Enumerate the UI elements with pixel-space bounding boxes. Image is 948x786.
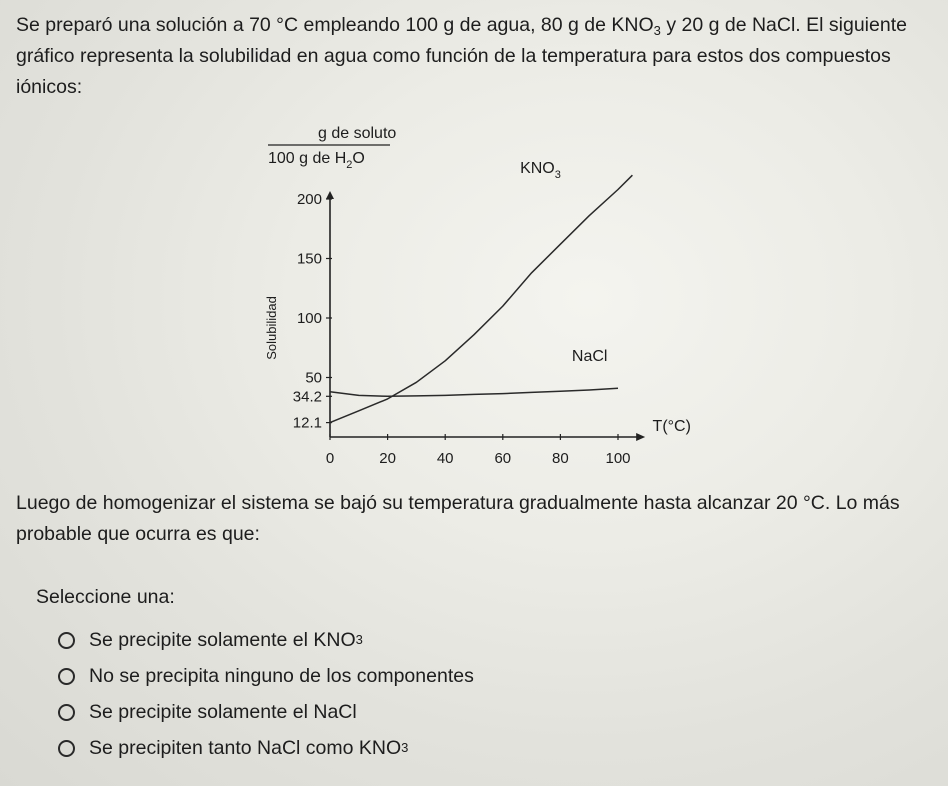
subscript: 3: [554, 168, 561, 181]
series-label-kno3: $KNO_3$: [520, 159, 561, 181]
option-label: No se precipita ninguno de los componentes: [89, 664, 474, 687]
radio-button[interactable]: [58, 704, 75, 721]
y-axis-arrow: [326, 191, 334, 199]
subscript: 2: [346, 159, 353, 171]
y-label-top: g de soluto: [318, 125, 397, 142]
y-tick-label: 100: [296, 310, 322, 327]
y-label-bottom: 100 g de $H_2O$: [268, 150, 365, 171]
y-tick-label: 150: [296, 250, 322, 268]
followup-text: [16, 488, 931, 550]
question-text-part: Se preparó una solución a 70 °C empleando 100 g de agua, 80 g de KNO: [16, 14, 654, 36]
question-text-part: y 20 g de NaCl. El siguiente gráfico representa la solubilidad en agua como función de la temperatura para estos dos compuestos iónicos:: [16, 14, 907, 98]
subscript: 3: [653, 23, 661, 38]
answer-option-4[interactable]: Se precipiten tanto NaCl como KNO 3: [58, 730, 474, 766]
series-label-nacl: NaCl: [571, 347, 608, 365]
solubility-chart: [250, 112, 710, 482]
option-label: Se precipite solamente el NaCl: [89, 700, 357, 723]
answer-option-3[interactable]: [58, 694, 474, 730]
y-side-label: Solubilidad: [264, 296, 279, 360]
y-tick-label: 200: [296, 191, 322, 208]
answer-option-1[interactable]: Se precipite solamente el KNO 3: [58, 622, 474, 658]
y-label-bottom-tail: O: [352, 150, 365, 167]
chart-ticks: [293, 191, 631, 467]
x-tick-label: 100: [605, 450, 631, 467]
chart-series: [330, 175, 632, 422]
radio-button[interactable]: [58, 632, 75, 649]
series-line-kno: [330, 175, 632, 422]
series-line-nacl: [330, 388, 618, 396]
y-tick-label: 50: [305, 369, 322, 387]
option-label: Se precipite solamente el KNO: [89, 628, 356, 651]
chart-axes: [326, 191, 645, 441]
x-tick-label: 40: [436, 450, 454, 467]
y-tick-label: 34.2: [292, 388, 322, 406]
x-tick-label: 20: [379, 450, 396, 467]
chart-labels: [264, 125, 691, 435]
answer-option-2[interactable]: [58, 658, 474, 694]
select-label: Seleccione una:: [36, 586, 175, 608]
answer-options: [58, 622, 474, 766]
x-tick-label: 0: [325, 450, 335, 467]
x-tick-label: 60: [494, 450, 512, 467]
followup-paragraph: Luego de homogenizar el sistema se bajó su temperatura gradualmente hasta alcanzar 20 °C. Lo más probable que ocurra es que:: [16, 492, 900, 545]
option-label: Se precipiten tanto NaCl como KNO: [89, 736, 402, 759]
x-axis-label: T(°C): [652, 418, 691, 435]
x-tick-label: 80: [552, 450, 569, 467]
question-paragraph: [16, 10, 931, 103]
x-axis-arrow: [636, 433, 645, 441]
radio-button[interactable]: [58, 740, 75, 757]
question-text: [16, 10, 931, 103]
radio-button[interactable]: [58, 668, 75, 685]
y-tick-label: 12.1: [292, 414, 322, 432]
